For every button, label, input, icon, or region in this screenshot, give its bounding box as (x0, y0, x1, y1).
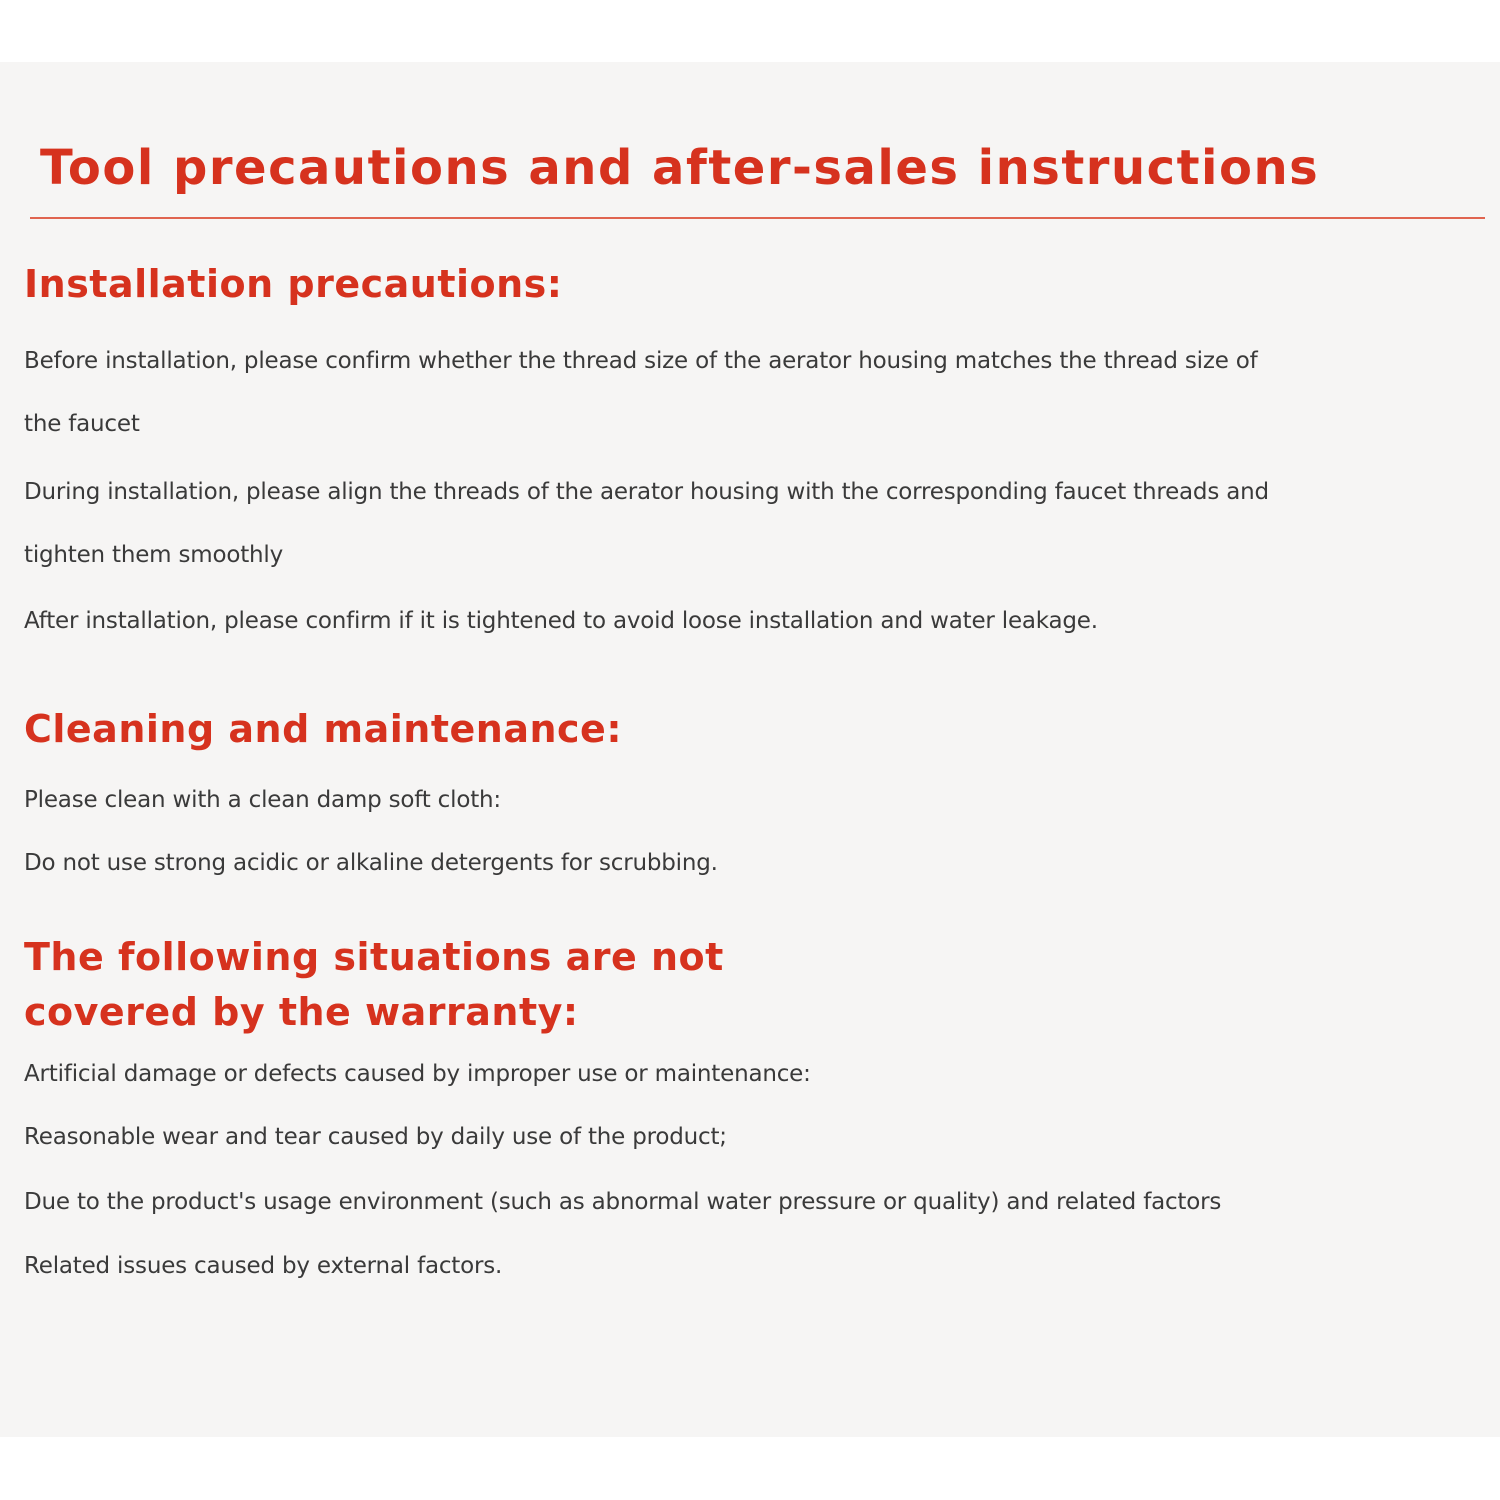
installation-line-3: During installation, please align the threads of the aerator housing with the corresponding faucet threads and (24, 479, 1269, 505)
cleaning-line-2: Do not use strong acidic or alkaline detergents for scrubbing. (24, 850, 718, 876)
warranty-line-2: Reasonable wear and tear caused by daily use of the product; (24, 1124, 727, 1150)
warranty-line-1: Artificial damage or defects caused by improper use or maintenance: (24, 1061, 811, 1087)
warranty-line-4: Related issues caused by external factors. (24, 1253, 503, 1279)
installation-line-4: tighten them smoothly (24, 542, 284, 568)
page-title: Tool precautions and after-sales instructions (40, 140, 1320, 196)
warranty-line-3: Due to the product's usage environment (such as abnormal water pressure or quality) and related factors (24, 1189, 1222, 1215)
manual-page (0, 62, 1500, 1437)
section-heading-warranty-line-2: covered by the warranty: (24, 990, 579, 1034)
cleaning-line-1: Please clean with a clean damp soft cloth: (24, 787, 501, 813)
section-heading-installation: Installation precautions: (24, 262, 563, 306)
installation-line-2: the faucet (24, 411, 140, 437)
title-divider (30, 217, 1485, 219)
installation-line-1: Before installation, please confirm whether the thread size of the aerator housing matches the thread size of (24, 348, 1258, 374)
installation-line-5: After installation, please confirm if it is tightened to avoid loose installation and water leakage. (24, 608, 1098, 634)
section-heading-cleaning: Cleaning and maintenance: (24, 707, 623, 751)
section-heading-warranty-line-1: The following situations are not (24, 935, 724, 979)
